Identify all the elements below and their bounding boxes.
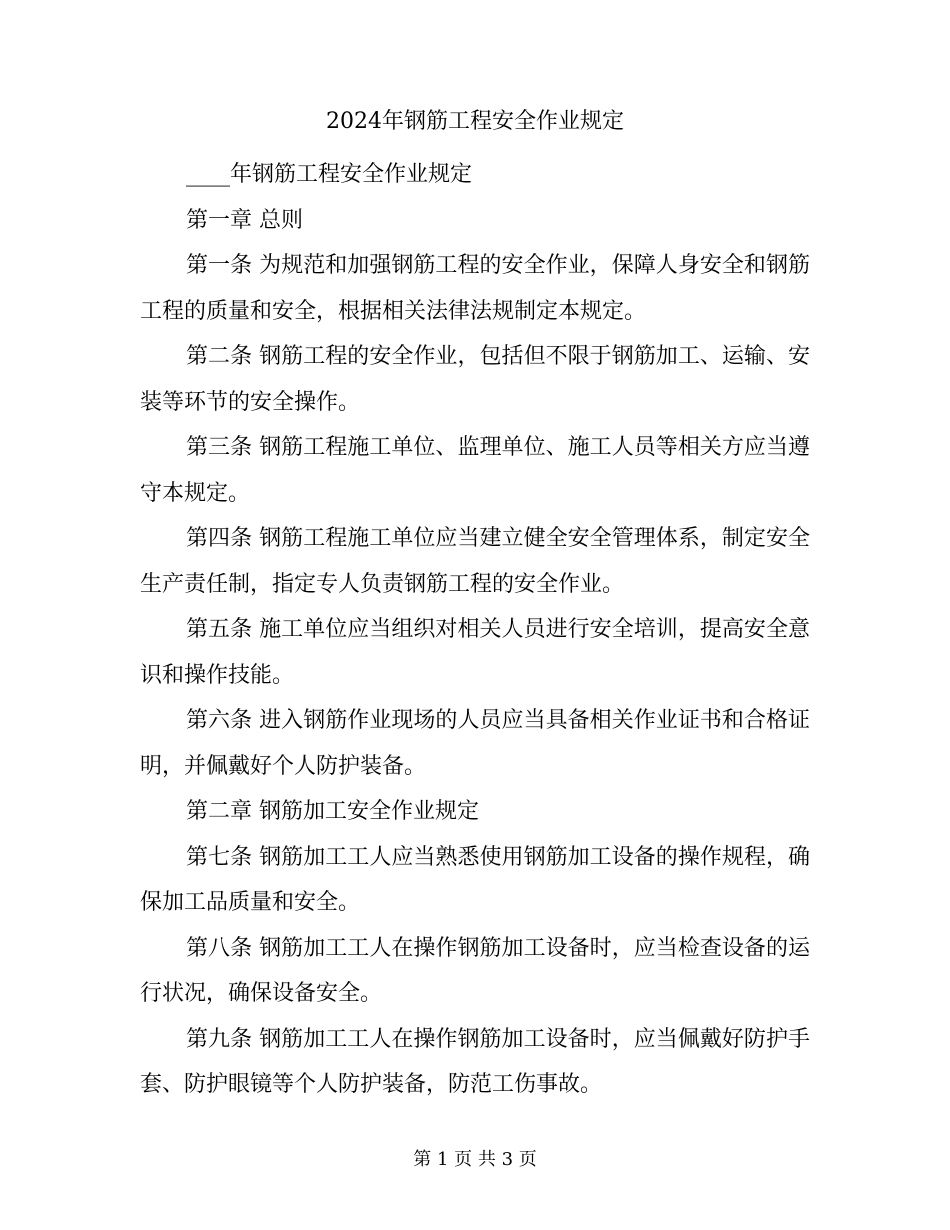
document-body bbox=[140, 152, 810, 1108]
article-paragraph: 第三条 钢筋工程施工单位、监理单位、施工人员等相关方应当遵守本规定。 bbox=[140, 435, 810, 506]
document-title: 2024年钢筋工程安全作业规定 bbox=[326, 109, 624, 134]
page-number-footer: 第 1 页 共 3 页 bbox=[413, 1149, 537, 1170]
article-paragraph: 第七条 钢筋加工工人应当熟悉使用钢筋加工设备的操作规程，确保加工品质量和安全。 bbox=[140, 844, 810, 915]
article-paragraph: 第六条 进入钢筋作业现场的人员应当具备相关作业证书和合格证明，并佩戴好个人防护装备。 bbox=[140, 708, 810, 779]
chapter-heading: 第二章 钢筋加工安全作业规定 bbox=[186, 799, 479, 824]
article-paragraph: 第九条 钢筋加工工人在操作钢筋加工设备时，应当佩戴好防护手套、防护眼镜等个人防护装备，防范工伤事故。 bbox=[140, 1026, 810, 1097]
subtitle-paragraph: ____年钢筋工程安全作业规定 bbox=[186, 162, 473, 187]
article-paragraph: 第二条 钢筋工程的安全作业，包括但不限于钢筋加工、运输、安装等环节的安全操作。 bbox=[140, 344, 810, 415]
article-paragraph: 第五条 施工单位应当组织对相关人员进行安全培训，提高安全意识和操作技能。 bbox=[140, 617, 810, 688]
chapter-heading: 第一章 总则 bbox=[186, 207, 303, 233]
article-paragraph: 第一条 为规范和加强钢筋工程的安全作业，保障人身安全和钢筋工程的质量和安全，根据相关法律法规制定本规定。 bbox=[140, 253, 810, 324]
article-paragraph: 第八条 钢筋加工工人在操作钢筋加工设备时，应当检查设备的运行状况，确保设备安全。 bbox=[140, 935, 810, 1006]
article-paragraph: 第四条 钢筋工程施工单位应当建立健全安全管理体系，制定安全生产责任制，指定专人负责钢筋工程的安全作业。 bbox=[140, 526, 810, 597]
